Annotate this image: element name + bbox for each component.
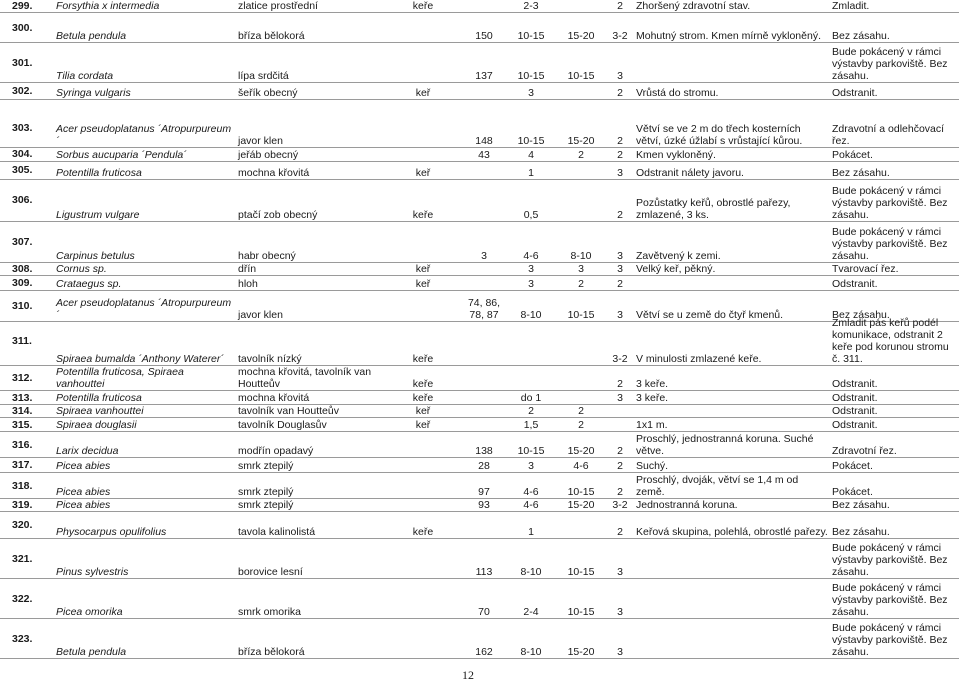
action: Bude pokácený v rámci výstavby parkoviště. Bez zásahu. [830, 579, 959, 619]
action: Zmladit. [830, 0, 959, 13]
table-row [0, 317, 959, 366]
note: Odstranit nálety javoru. [634, 161, 830, 179]
plant-type [384, 147, 462, 161]
record-number: 311. [0, 317, 50, 366]
record-number: 321. [0, 539, 50, 579]
crown-width: 2 [556, 405, 606, 418]
height: 2 [506, 405, 556, 418]
condition: 2 [606, 179, 634, 221]
condition: 3 [606, 161, 634, 179]
plant-type [384, 579, 462, 619]
height: do 1 [506, 391, 556, 405]
table-row [0, 391, 959, 405]
crown-width [556, 0, 606, 13]
condition: 2 [606, 275, 634, 290]
plant-type [384, 473, 462, 499]
trunk-girth: 113 [462, 539, 506, 579]
plant-type [384, 458, 462, 473]
plant-type [384, 109, 462, 147]
plant-type [384, 619, 462, 659]
trunk-girth: 74, 86, 78, 87 [462, 290, 506, 321]
condition: 2 [606, 366, 634, 391]
table-row [0, 179, 959, 221]
note: Zhoršený zdravotní stav. [634, 0, 830, 13]
note: Proschlý, jednostranná koruna. Suché větve. [634, 432, 830, 458]
height: 4-6 [506, 221, 556, 262]
action: Bude pokácený v rámci výstavby parkoviště. Bez zásahu. [830, 179, 959, 221]
action: Bude pokácený v rámci výstavby parkoviště. Bez zásahu. [830, 539, 959, 579]
note: Pozůstatky keřů, obrostlé pařezy, zmlazené, 3 ks. [634, 179, 830, 221]
action: Bude pokácený v rámci výstavby parkoviště. Bez zásahu. [830, 619, 959, 659]
latin-name: Picea omorika [50, 579, 234, 619]
inventory-table-block-2 [0, 109, 959, 322]
table-row [0, 161, 959, 179]
note [634, 405, 830, 418]
crown-width [556, 83, 606, 100]
crown-width: 15-20 [556, 432, 606, 458]
record-number: 310. [0, 290, 50, 321]
czech-name: mochna křovitá [234, 161, 384, 179]
trunk-girth [462, 366, 506, 391]
condition: 2 [606, 109, 634, 147]
czech-name: bříza bělokorá [234, 619, 384, 659]
trunk-girth [462, 262, 506, 275]
table-row [0, 619, 959, 659]
condition: 2 [606, 0, 634, 13]
record-number: 319. [0, 499, 50, 512]
plant-type [384, 221, 462, 262]
action: Bez zásahu. [830, 290, 959, 321]
table-row [0, 458, 959, 473]
latin-name: Spiraea bumalda ´Anthony Waterer´ [50, 317, 234, 366]
plant-type [384, 43, 462, 83]
crown-width: 2 [556, 147, 606, 161]
trunk-girth: 138 [462, 432, 506, 458]
crown-width [556, 391, 606, 405]
record-number: 306. [0, 179, 50, 221]
condition: 3-2 [606, 13, 634, 43]
latin-name: Carpinus betulus [50, 221, 234, 262]
latin-name: Acer pseudoplatanus ´Atropurpureum´ [50, 109, 234, 147]
table-row [0, 147, 959, 161]
height: 1 [506, 161, 556, 179]
note: Mohutný strom. Kmen mírně vykloněný. [634, 13, 830, 43]
czech-name: tavolník van Houtteův [234, 405, 384, 418]
crown-width: 15-20 [556, 13, 606, 43]
action: Zdravotní a odlehčovací řez. [830, 109, 959, 147]
height: 10-15 [506, 13, 556, 43]
czech-name: jeřáb obecný [234, 147, 384, 161]
height: 4 [506, 147, 556, 161]
plant-type [384, 13, 462, 43]
action: Bez zásahu. [830, 13, 959, 43]
note: 3 keře. [634, 366, 830, 391]
latin-name: Betula pendula [50, 619, 234, 659]
record-number: 307. [0, 221, 50, 262]
note: Zavětvený k zemi. [634, 221, 830, 262]
crown-width: 10-15 [556, 43, 606, 83]
action: Zmladit pás keřů podél komunikace, odstranit 2 keře pod korunou stromu č. 311. [830, 317, 959, 366]
record-number: 303. [0, 109, 50, 147]
latin-name: Picea abies [50, 473, 234, 499]
record-number: 299. [0, 0, 50, 13]
czech-name: mochna křovitá [234, 391, 384, 405]
crown-width: 2 [556, 275, 606, 290]
crown-width [556, 317, 606, 366]
note [634, 579, 830, 619]
table-row [0, 262, 959, 275]
note [634, 539, 830, 579]
crown-width: 4-6 [556, 458, 606, 473]
czech-name: dřín [234, 262, 384, 275]
note: 1x1 m. [634, 418, 830, 432]
condition: 3 [606, 290, 634, 321]
latin-name: Acer pseudoplatanus ´Atropurpureum´ [50, 290, 234, 321]
condition: 3-2 [606, 317, 634, 366]
trunk-girth: 97 [462, 473, 506, 499]
latin-name: Spiraea douglasii [50, 418, 234, 432]
crown-width: 15-20 [556, 109, 606, 147]
note: Keřová skupina, polehlá, obrostlé pařezy. [634, 512, 830, 539]
note: Velký keř, pěkný. [634, 262, 830, 275]
height: 3 [506, 275, 556, 290]
record-number: 318. [0, 473, 50, 499]
action: Bude pokácený v rámci výstavby parkoviště. Bez zásahu. [830, 221, 959, 262]
trunk-girth [462, 275, 506, 290]
record-number: 314. [0, 405, 50, 418]
plant-type [384, 432, 462, 458]
latin-name: Potentilla fruticosa [50, 161, 234, 179]
czech-name: šeřík obecný [234, 83, 384, 100]
czech-name: habr obecný [234, 221, 384, 262]
latin-name: Pinus sylvestris [50, 539, 234, 579]
czech-name: mochna křovitá, tavolník van Houtteův [234, 366, 384, 391]
height: 3 [506, 458, 556, 473]
height: 0,5 [506, 179, 556, 221]
note: Větví se ve 2 m do třech kosterních větví, úzké úžlabí s vrůstající kůrou. [634, 109, 830, 147]
record-number: 302. [0, 83, 50, 100]
condition: 2 [606, 147, 634, 161]
action: Bez zásahu. [830, 512, 959, 539]
note [634, 275, 830, 290]
note: Kmen vykloněný. [634, 147, 830, 161]
height: 10-15 [506, 43, 556, 83]
trunk-girth [462, 83, 506, 100]
height: 2-4 [506, 579, 556, 619]
czech-name: tavolník Douglasův [234, 418, 384, 432]
note [634, 619, 830, 659]
record-number: 313. [0, 391, 50, 405]
height: 8-10 [506, 539, 556, 579]
table-row [0, 473, 959, 499]
action: Bez zásahu. [830, 499, 959, 512]
crown-width: 15-20 [556, 619, 606, 659]
note: 3 keře. [634, 391, 830, 405]
height: 3 [506, 83, 556, 100]
record-number: 301. [0, 43, 50, 83]
action: Odstranit. [830, 391, 959, 405]
trunk-girth [462, 405, 506, 418]
height: 1 [506, 512, 556, 539]
plant-type: keř [384, 262, 462, 275]
table-row [0, 13, 959, 43]
condition: 3 [606, 221, 634, 262]
czech-name: tavola kalinolistá [234, 512, 384, 539]
inventory-table-block-1 [0, 0, 959, 100]
record-number: 312. [0, 366, 50, 391]
table-row [0, 366, 959, 391]
action: Pokácet. [830, 147, 959, 161]
height: 10-15 [506, 109, 556, 147]
trunk-girth [462, 179, 506, 221]
action: Odstranit. [830, 418, 959, 432]
crown-width: 10-15 [556, 473, 606, 499]
condition: 3 [606, 619, 634, 659]
czech-name: smrk ztepilý [234, 458, 384, 473]
crown-width [556, 512, 606, 539]
condition: 2 [606, 458, 634, 473]
czech-name: zlatice prostřední [234, 0, 384, 13]
czech-name: modřín opadavý [234, 432, 384, 458]
table-row [0, 221, 959, 262]
trunk-girth: 137 [462, 43, 506, 83]
latin-name: Betula pendula [50, 13, 234, 43]
note [634, 43, 830, 83]
condition: 2 [606, 432, 634, 458]
latin-name: Potentilla fruticosa, Spiraea vanhouttei [50, 366, 234, 391]
record-number: 322. [0, 579, 50, 619]
action: Bez zásahu. [830, 161, 959, 179]
plant-type: keř [384, 405, 462, 418]
condition [606, 418, 634, 432]
crown-width: 8-10 [556, 221, 606, 262]
action: Odstranit. [830, 405, 959, 418]
latin-name: Picea abies [50, 458, 234, 473]
height: 3 [506, 262, 556, 275]
page-number: 12 [462, 668, 474, 682]
czech-name: smrk ztepilý [234, 473, 384, 499]
record-number: 304. [0, 147, 50, 161]
plant-type: keř [384, 275, 462, 290]
trunk-girth: 93 [462, 499, 506, 512]
crown-width: 10-15 [556, 579, 606, 619]
trunk-girth [462, 418, 506, 432]
trunk-girth: 3 [462, 221, 506, 262]
height: 4-6 [506, 473, 556, 499]
plant-type: keř [384, 161, 462, 179]
table-row [0, 499, 959, 512]
latin-name: Syringa vulgaris [50, 83, 234, 100]
condition: 3 [606, 262, 634, 275]
height: 1,5 [506, 418, 556, 432]
action: Bude pokácený v rámci výstavby parkoviště. Bez zásahu. [830, 43, 959, 83]
trunk-girth [462, 391, 506, 405]
height: 8-10 [506, 290, 556, 321]
latin-name: Potentilla fruticosa [50, 391, 234, 405]
table-row [0, 512, 959, 539]
latin-name: Forsythia x intermedia [50, 0, 234, 13]
plant-type: keře [384, 391, 462, 405]
record-number: 308. [0, 262, 50, 275]
condition: 3 [606, 579, 634, 619]
latin-name: Sorbus aucuparia ´Pendula´ [50, 147, 234, 161]
record-number: 317. [0, 458, 50, 473]
latin-name: Spiraea vanhouttei [50, 405, 234, 418]
plant-type [384, 539, 462, 579]
note: Jednostranná koruna. [634, 499, 830, 512]
record-number: 320. [0, 512, 50, 539]
action: Tvarovací řez. [830, 262, 959, 275]
condition: 3-2 [606, 499, 634, 512]
trunk-girth: 150 [462, 13, 506, 43]
trunk-girth: 148 [462, 109, 506, 147]
czech-name: lípa srdčitá [234, 43, 384, 83]
plant-type: keře [384, 512, 462, 539]
condition: 2 [606, 473, 634, 499]
record-number: 316. [0, 432, 50, 458]
plant-type: keře [384, 317, 462, 366]
latin-name: Ligustrum vulgare [50, 179, 234, 221]
trunk-girth: 43 [462, 147, 506, 161]
plant-type: keře [384, 179, 462, 221]
action: Pokácet. [830, 473, 959, 499]
action: Odstranit. [830, 275, 959, 290]
height: 2-3 [506, 0, 556, 13]
note: Proschlý, dvoják, větví se 1,4 m od země. [634, 473, 830, 499]
action: Zdravotní řez. [830, 432, 959, 458]
plant-type: keře [384, 366, 462, 391]
czech-name: hloh [234, 275, 384, 290]
table-row [0, 579, 959, 619]
table-row [0, 43, 959, 83]
table-row [0, 275, 959, 290]
plant-type: keř [384, 83, 462, 100]
crown-width [556, 366, 606, 391]
crown-width: 10-15 [556, 539, 606, 579]
czech-name: smrk ztepilý [234, 499, 384, 512]
plant-type: keře [384, 0, 462, 13]
action: Odstranit. [830, 366, 959, 391]
record-number: 305. [0, 161, 50, 179]
trunk-girth [462, 512, 506, 539]
czech-name: javor klen [234, 290, 384, 321]
crown-width: 2 [556, 418, 606, 432]
trunk-girth: 162 [462, 619, 506, 659]
plant-type [384, 499, 462, 512]
action: Pokácet. [830, 458, 959, 473]
record-number: 309. [0, 275, 50, 290]
note: Vrůstá do stromu. [634, 83, 830, 100]
condition [606, 405, 634, 418]
trunk-girth: 28 [462, 458, 506, 473]
height: 10-15 [506, 432, 556, 458]
table-row [0, 418, 959, 432]
trunk-girth [462, 0, 506, 13]
crown-width [556, 161, 606, 179]
table-row [0, 539, 959, 579]
plant-type: keř [384, 418, 462, 432]
inventory-table-block-3 [0, 317, 959, 659]
trunk-girth [462, 317, 506, 366]
height [506, 317, 556, 366]
table-row [0, 0, 959, 13]
note: V minulosti zmlazené keře. [634, 317, 830, 366]
table-row [0, 109, 959, 147]
condition: 3 [606, 391, 634, 405]
czech-name: bříza bělokorá [234, 13, 384, 43]
latin-name: Physocarpus opulifolius [50, 512, 234, 539]
condition: 3 [606, 539, 634, 579]
trunk-girth [462, 161, 506, 179]
czech-name: smrk omorika [234, 579, 384, 619]
czech-name: borovice lesní [234, 539, 384, 579]
condition: 3 [606, 43, 634, 83]
record-number: 323. [0, 619, 50, 659]
crown-width: 10-15 [556, 290, 606, 321]
action: Odstranit. [830, 83, 959, 100]
condition: 2 [606, 512, 634, 539]
latin-name: Tilia cordata [50, 43, 234, 83]
table-row [0, 405, 959, 418]
record-number: 315. [0, 418, 50, 432]
table-row [0, 83, 959, 100]
crown-width: 15-20 [556, 499, 606, 512]
latin-name: Crataegus sp. [50, 275, 234, 290]
height: 4-6 [506, 499, 556, 512]
czech-name: javor klen [234, 109, 384, 147]
crown-width: 3 [556, 262, 606, 275]
latin-name: Cornus sp. [50, 262, 234, 275]
latin-name: Larix decidua [50, 432, 234, 458]
crown-width [556, 179, 606, 221]
czech-name: ptačí zob obecný [234, 179, 384, 221]
note: Větví se u země do čtyř kmenů. [634, 290, 830, 321]
record-number: 300. [0, 13, 50, 43]
height: 8-10 [506, 619, 556, 659]
note: Suchý. [634, 458, 830, 473]
height [506, 366, 556, 391]
trunk-girth: 70 [462, 579, 506, 619]
czech-name: tavolník nízký [234, 317, 384, 366]
table-row [0, 432, 959, 458]
latin-name: Picea abies [50, 499, 234, 512]
condition: 2 [606, 83, 634, 100]
